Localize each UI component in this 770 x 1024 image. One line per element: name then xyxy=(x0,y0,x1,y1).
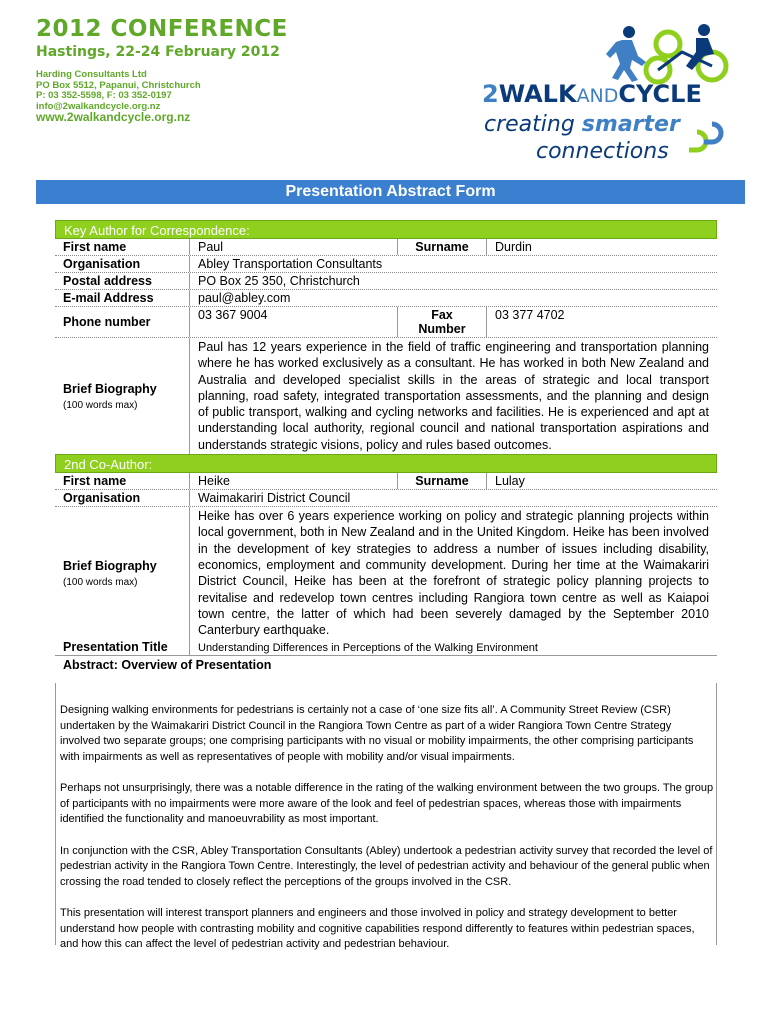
co-first-name-row xyxy=(55,473,717,490)
contact-line: P: 03 352-5598, F: 03 352-0197 xyxy=(36,90,172,101)
bio-text[interactable]: Paul has 12 years experience in the field of traffic engineering and transportation planning where he has worked exclusively as a consultant. He has worked in both New Zealand and Australia and developed specialist skills in the areas of strategic and local transport planning, road safety, integrated transportation assessments, and the planning and design of public transport, walking and cycling networks and facilities. He is experienced and apt at understanding local authority, regional council and national transportation aspirations and understands strategic visions, policy and rules based outcomes. xyxy=(198,340,709,452)
co-organisation-row xyxy=(55,490,717,507)
contact-line: info@2walkandcycle.org.nz xyxy=(36,100,161,112)
fax-label: Fax Number xyxy=(398,307,487,337)
logo-tag-connections: connections xyxy=(536,139,669,164)
co-organisation-label: Organisation xyxy=(55,490,190,506)
co-first-name-value[interactable]: Heike xyxy=(190,473,398,489)
key-author-section-heading: Key Author for Correspondence: xyxy=(55,220,717,239)
right-border-line xyxy=(716,683,717,945)
logo-walk: WALK xyxy=(498,80,577,108)
logo-wordmark xyxy=(482,80,702,108)
co-bio-row xyxy=(55,507,717,639)
logo-and: AND xyxy=(576,85,619,107)
bio-label: Brief Biography xyxy=(63,381,157,396)
organisation-value[interactable]: Abley Transportation Consultants xyxy=(198,257,383,271)
contact-line: Harding Consultants Ltd xyxy=(36,69,147,80)
postal-label: Postal address xyxy=(55,273,190,289)
abstract-heading: Abstract: Overview of Presentation xyxy=(55,655,717,673)
first-name-label: First name xyxy=(55,239,190,255)
logo-cycle: CYCLE xyxy=(618,80,702,108)
contact-line: PO Box 5512, Papanui, Christchurch xyxy=(36,79,201,91)
bio-note: (100 words max) xyxy=(63,399,138,411)
email-label: E-mail Address xyxy=(55,290,190,306)
abstract-paragraph: Perhaps not unsurprisingly, there was a notable difference in the rating of the walking environment between the two groups. The group of participants with no impairments were more aware of the look and feel of pedestrian spaces, whereas those with impairments identified the functionality and manoeuvrability as most important. xyxy=(60,782,714,825)
logo-num: 2 xyxy=(482,80,499,108)
fax-value[interactable]: 03 377 4702 xyxy=(495,308,565,322)
website-link[interactable]: www.2walkandcycle.org.nz xyxy=(36,110,191,124)
bio-row xyxy=(55,338,717,454)
postal-row xyxy=(55,273,717,290)
phone-label: Phone number xyxy=(55,307,190,337)
conference-title: 2012 CONFERENCE xyxy=(36,16,288,42)
presentation-title-label: Presentation Title xyxy=(55,639,190,655)
co-bio-note: (100 words max) xyxy=(63,576,138,588)
logo-tagline xyxy=(484,112,680,137)
co-bio-text[interactable]: Heike has over 6 years experience working on policy and strategic planning projects within local government, both in New Zealand and in the United Kingdom. Heike has been involved in the development of key strategies to address a number of issues including disability, economics, employment and community development. During her time at the Waimakariri District Council, Heike has been at the forefront of strategic policy planning projects to revitalise and redevelop town centres including Rangiora town centre as well as Kaiapoi town centre, the latter of which had been severely damaged by the September 2010 Canterbury earthquake. xyxy=(198,509,709,638)
email-value[interactable]: paul@abley.com xyxy=(198,291,291,305)
bio-label-cell xyxy=(55,338,190,454)
abstract-paragraph: Designing walking environments for pedestrians is certainly not a case of ‘one size fits all’. A Community Street Review (CSR) undertaken by the Waimakariri District Council in the Rangiora Town Centre as part of a wider Rangiora Town Centre Strategy involved two separate groups; one comprising participants with no visual or mobility impairments, the other comprising participants with impairments as well as representatives of people with mobility and/or visual impairments. xyxy=(60,704,694,763)
co-first-name-label: First name xyxy=(55,473,190,489)
logo-tag-smarter: smarter xyxy=(581,112,680,137)
co-bio-label-cell xyxy=(55,507,190,639)
abstract-body[interactable] xyxy=(60,703,714,969)
phone-row xyxy=(55,307,717,338)
organisation-label: Organisation xyxy=(55,256,190,272)
co-bio-label: Brief Biography xyxy=(63,558,157,573)
co-surname-label: Surname xyxy=(398,473,487,489)
first-name-row xyxy=(55,239,717,256)
postal-value[interactable]: PO Box 25 350, Christchurch xyxy=(198,274,360,288)
phone-value[interactable]: 03 367 9004 xyxy=(190,307,398,337)
presentation-title-row xyxy=(55,639,717,655)
conference-location-date: Hastings, 22-24 February 2012 xyxy=(36,44,280,60)
abstract-form xyxy=(55,220,717,673)
form-title: Presentation Abstract Form xyxy=(36,180,745,204)
co-surname-value[interactable]: Lulay xyxy=(495,474,525,489)
presentation-title-value[interactable]: Understanding Differences in Perceptions of the Walking Environment xyxy=(198,642,538,655)
co-organisation-value[interactable]: Waimakariri District Council xyxy=(198,491,351,506)
left-border-line xyxy=(55,683,56,945)
abstract-paragraph: In conjunction with the CSR, Abley Transportation Consultants (Abley) undertook a pedestrian activity survey that recorded the level of pedestrian activity in the Rangiora Town Centre. Interestingly, the level of pedestrian activity and behaviour of the general public when crossing the road tended to closely reflect the perceptions of the groups involved in the CSR. xyxy=(60,844,713,888)
abstract-paragraph: This presentation will interest transport planners and engineers and those involved in policy and strategy development to better understand how people with contrasting mobility and cognitive capabilities respond differently to features within pedestrian spaces, and how this can affect the level of pedestrian activity and pedestrian behaviour. xyxy=(60,907,695,950)
first-name-value[interactable]: Paul xyxy=(190,239,398,255)
surname-value[interactable]: Durdin xyxy=(495,240,532,254)
surname-label: Surname xyxy=(398,239,487,255)
contact-block xyxy=(36,70,201,123)
logo-tag-creating: creating xyxy=(484,112,582,137)
organisation-row xyxy=(55,256,717,273)
email-row xyxy=(55,290,717,307)
co-author-section-heading: 2nd Co-Author: xyxy=(55,454,717,473)
